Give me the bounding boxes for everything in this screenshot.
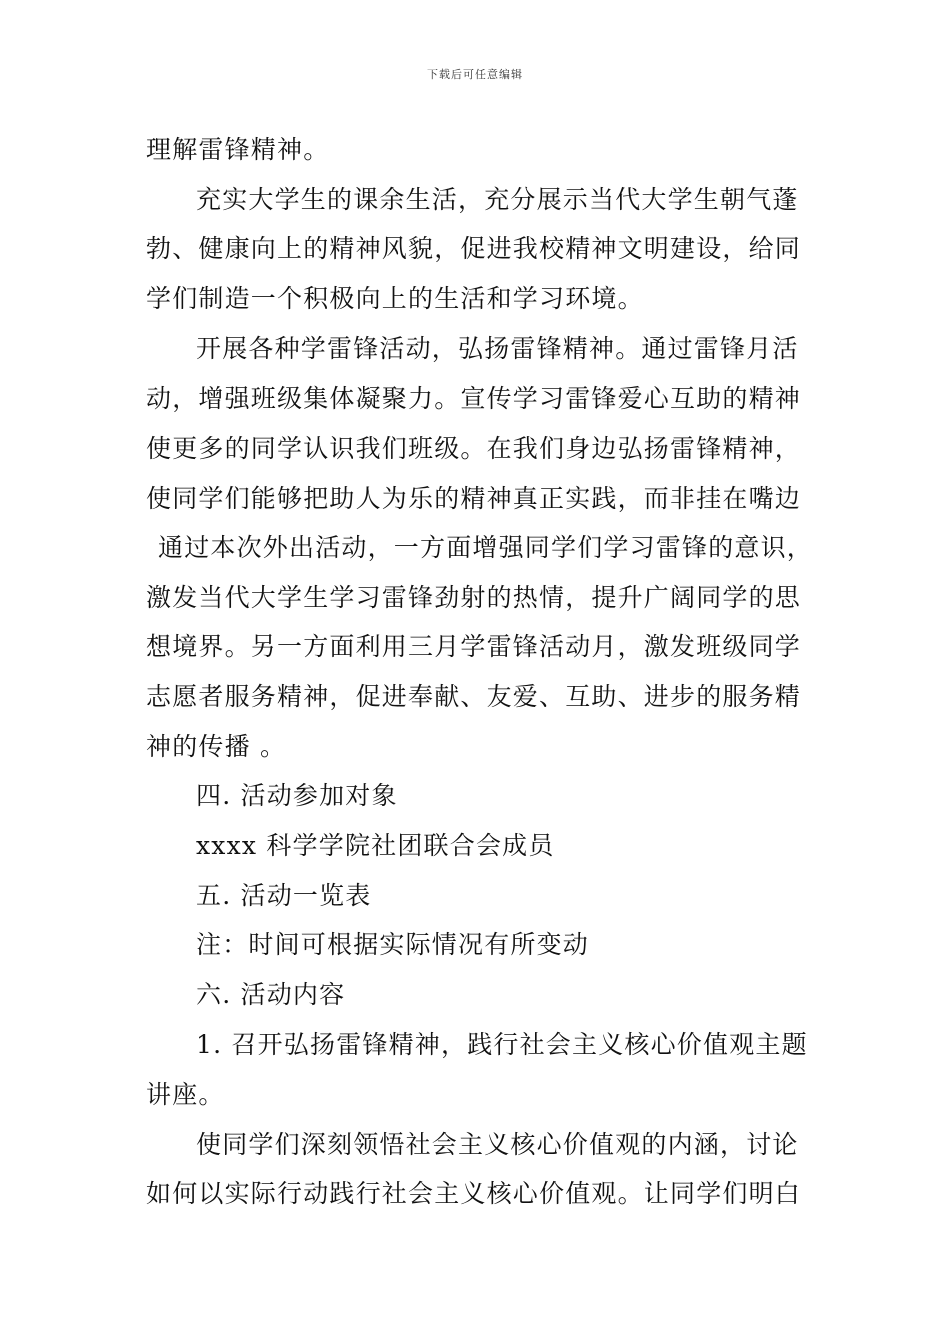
text-line: 学们制造一个积极向上的生活和学习环境。 bbox=[146, 284, 644, 313]
text-line: 使同学们深刻领悟社会主义核心价值观的内涵，讨论 bbox=[196, 1130, 799, 1159]
text-line: 使同学们能够把助人为乐的精神真正实践，而非挂在嘴边 bbox=[146, 484, 802, 513]
text-line: 如何以实际行动践行社会主义核心价值观。让同学们明白 bbox=[146, 1179, 802, 1208]
text-line: 理解雷锋精神。 bbox=[146, 135, 330, 164]
section-heading: 四. 活动参加对象 bbox=[196, 781, 398, 810]
text-line: 注：时间可根据实际情况有所变动 bbox=[196, 930, 590, 959]
page-header-note: 下载后可任意编辑 bbox=[427, 68, 523, 81]
section-heading: 六. 活动内容 bbox=[196, 980, 346, 1009]
text-line: 动，增强班级集体凝聚力。宣传学习雷锋爱心互助的精神 bbox=[146, 384, 802, 413]
text-line: 讲座。 bbox=[146, 1080, 225, 1109]
section-heading: 五. 活动一览表 bbox=[196, 881, 372, 910]
text-line: 1. 召开弘扬雷锋精神，践行社会主义核心价值观主题 bbox=[196, 1030, 808, 1059]
text-line: 勃、健康向上的精神风貌，促进我校精神文明建设，给同 bbox=[146, 234, 802, 263]
text-line: 通过本次外出活动，一方面增强同学们学习雷锋的意识， bbox=[158, 533, 814, 562]
text-line: 充实大学生的课余生活，充分展示当代大学生朝气蓬 bbox=[196, 185, 799, 214]
text-line: 神的传播 。 bbox=[146, 732, 287, 761]
text-line: 想境界。另一方面利用三月学雷锋活动月，激发班级同学 bbox=[146, 632, 802, 661]
text-line: xxxx 科学学院社团联合会成员 bbox=[196, 831, 555, 860]
text-line: 开展各种学雷锋活动，弘扬雷锋精神。通过雷锋月活 bbox=[196, 334, 799, 363]
text-line: 使更多的同学认识我们班级。在我们身边弘扬雷锋精神， bbox=[146, 434, 802, 463]
text-line: 志愿者服务精神，促进奉献、友爱、互助、进步的服务精 bbox=[146, 682, 802, 711]
text-line: 激发当代大学生学习雷锋劲射的热情，提升广阔同学的思 bbox=[146, 583, 802, 612]
